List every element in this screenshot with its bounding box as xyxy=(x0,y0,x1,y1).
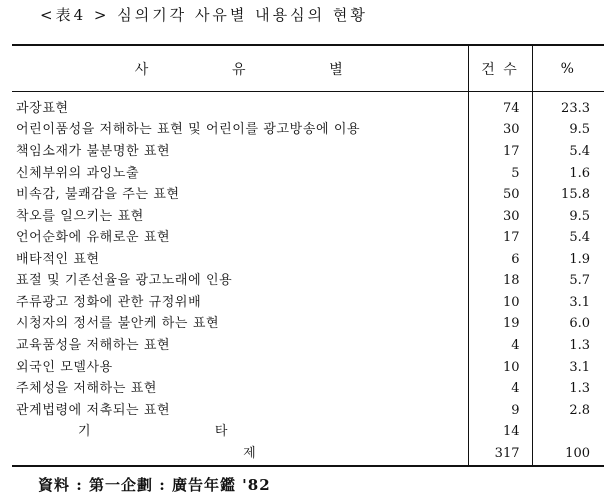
table-row xyxy=(12,206,604,228)
count-cell: 50 xyxy=(468,185,532,207)
reason-cell: 교육품성을 저해하는 표현 xyxy=(12,336,468,358)
percent-cell: 23.3 xyxy=(561,100,590,116)
reason-cell: 표절 및 기존선율을 광고노래에 인용 xyxy=(12,271,468,293)
header-reason-char: 유 xyxy=(231,61,248,78)
reason-cell: 착오를 일으키는 표현 xyxy=(12,206,468,228)
table-caption: <表4 > 심의기각 사유별 내용심의 현황 xyxy=(40,6,368,24)
table-row xyxy=(12,228,604,250)
header-reason xyxy=(12,45,468,92)
source-note: 資料 : 第一企劃 : 廣告年鑑 '82 xyxy=(38,476,271,494)
percent-cell: 15.8 xyxy=(561,187,590,203)
percent-cell: 2.8 xyxy=(569,402,590,418)
etc-label-char: 기 xyxy=(78,424,92,440)
reason-cell: 관계법령에 저촉되는 표현 xyxy=(12,400,468,422)
etc-label xyxy=(12,422,468,444)
total-count: 317 xyxy=(468,443,532,466)
reason-cell: 과장표현 xyxy=(12,92,468,120)
table-row xyxy=(12,292,604,314)
count-cell: 17 xyxy=(468,141,532,163)
table-header-row xyxy=(12,45,604,92)
count-cell: 4 xyxy=(468,336,532,358)
table-row xyxy=(12,92,604,120)
percent-cell: 1.9 xyxy=(569,251,590,267)
count-cell: 30 xyxy=(468,120,532,142)
table-row xyxy=(12,271,604,293)
reason-cell: 신체부위의 과잉노출 xyxy=(12,163,468,185)
percent-cell: 1.3 xyxy=(569,338,590,354)
reason-cell: 책임소재가 불분명한 표현 xyxy=(12,141,468,163)
total-row xyxy=(12,443,604,466)
reason-cell: 외국인 모델사용 xyxy=(12,357,468,379)
percent-cell: 6.0 xyxy=(569,316,590,332)
percent-cell: 3.1 xyxy=(569,294,590,310)
count-cell: 19 xyxy=(468,314,532,336)
reason-cell: 주류광고 정화에 관한 규정위배 xyxy=(12,292,468,314)
count-cell: 10 xyxy=(468,357,532,379)
etc-label-char: 타 xyxy=(214,424,228,440)
table-body xyxy=(12,92,604,467)
table-row xyxy=(12,314,604,336)
percent-cell: 9.5 xyxy=(569,122,590,138)
count-cell: 6 xyxy=(468,249,532,271)
table-row xyxy=(12,336,604,358)
total-label: 제 xyxy=(243,445,257,461)
rejection-reasons-table xyxy=(12,44,604,467)
percent-cell: 5.4 xyxy=(569,143,590,159)
percent-cell: 1.6 xyxy=(569,165,590,181)
reason-cell: 언어순화에 유해로운 표현 xyxy=(12,228,468,250)
percent-cell: 1.3 xyxy=(569,381,590,397)
count-cell: 17 xyxy=(468,228,532,250)
table-row xyxy=(12,357,604,379)
table-row xyxy=(12,163,604,185)
total-label-cell xyxy=(12,443,468,466)
count-cell: 4 xyxy=(468,379,532,401)
reason-cell: 비속감, 불쾌감을 주는 표현 xyxy=(12,185,468,207)
count-cell: 18 xyxy=(468,271,532,293)
table-row xyxy=(12,120,604,142)
etc-row xyxy=(12,422,604,444)
header-reason-char: 별 xyxy=(329,61,345,78)
header-percent: % xyxy=(532,45,604,92)
header-count: 건 수 xyxy=(468,45,532,92)
etc-percent xyxy=(532,422,604,444)
table-row xyxy=(12,249,604,271)
etc-count: 14 xyxy=(468,422,532,444)
table-row xyxy=(12,379,604,401)
count-cell: 5 xyxy=(468,163,532,185)
reason-cell: 주체성을 저해하는 표현 xyxy=(12,379,468,401)
table-row xyxy=(12,185,604,207)
percent-cell: 9.5 xyxy=(569,208,590,224)
reason-cell: 시청자의 정서를 불안케 하는 표현 xyxy=(12,314,468,336)
reason-cell: 배타적인 표현 xyxy=(12,249,468,271)
count-cell: 30 xyxy=(468,206,532,228)
table-row xyxy=(12,400,604,422)
count-cell: 74 xyxy=(468,92,532,120)
table-row xyxy=(12,141,604,163)
reason-cell: 어린이품성을 저해하는 표현 및 어린이를 광고방송에 이용 xyxy=(12,120,468,142)
total-percent: 100 xyxy=(532,443,604,466)
percent-cell: 5.7 xyxy=(569,273,590,289)
header-reason-char: 사 xyxy=(134,61,151,78)
count-cell: 9 xyxy=(468,400,532,422)
percent-cell: 3.1 xyxy=(569,359,590,375)
count-cell: 10 xyxy=(468,292,532,314)
percent-cell: 5.4 xyxy=(569,230,590,246)
